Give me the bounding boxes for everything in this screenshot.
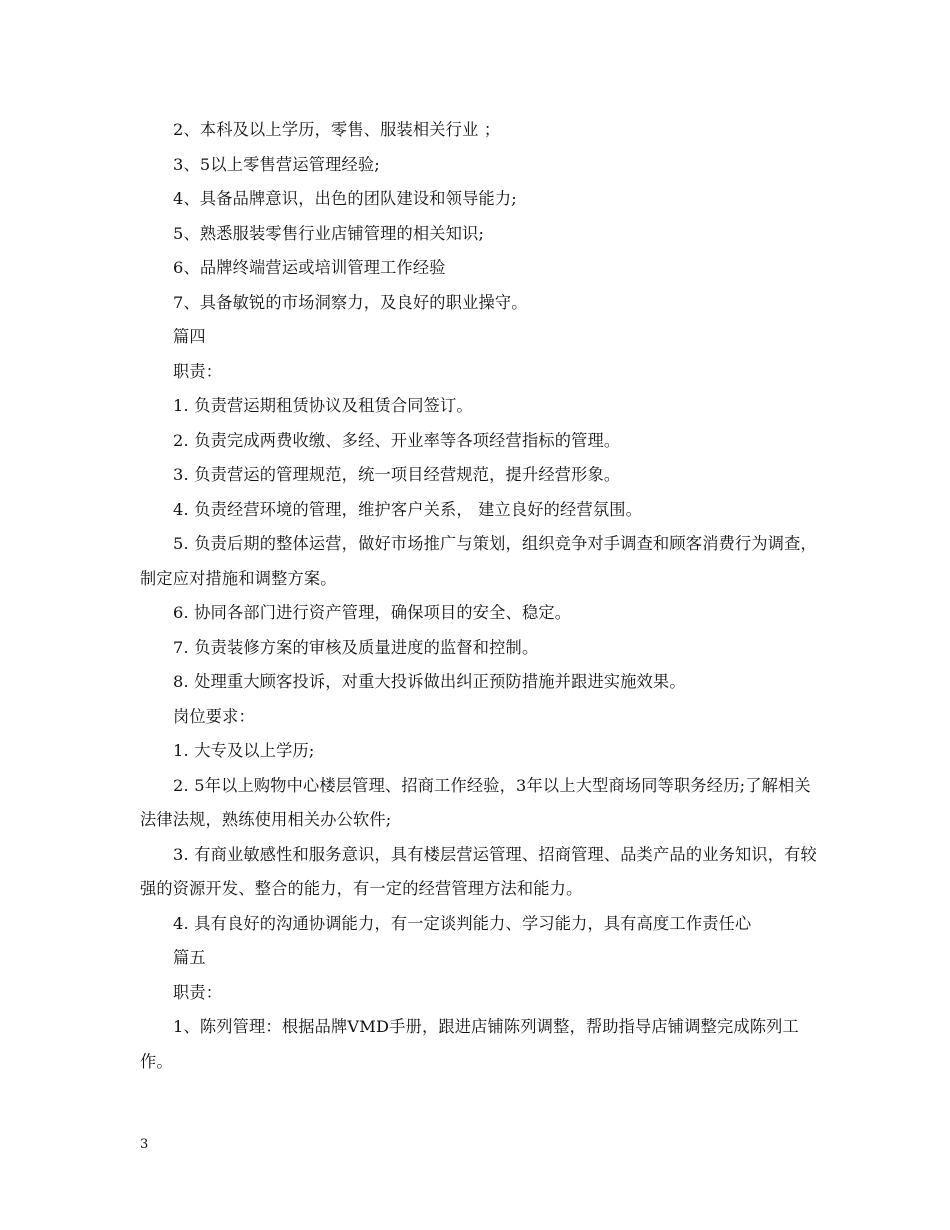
subheading: 职责： — [173, 361, 223, 381]
paragraph: 2. 负责完成两费收缴、多经、开业率等各项经营指标的管理。 — [173, 430, 621, 450]
paragraph: 2. 5年以上购物中心楼层管理、招商工作经验，3年以上大型商场同等职务经历;了解相关法律法规，熟练使用相关办公软件; — [140, 775, 811, 829]
paragraph: 1、陈列管理：根据品牌VMD手册，跟进店铺陈列调整，帮助指导店铺调整完成陈列工作。 — [140, 1017, 799, 1071]
paragraph: 4. 具有良好的沟通协调能力，有一定谈判能力、学习能力，具有高度工作责任心 — [173, 913, 752, 933]
paragraph: 6. 协同各部门进行资产管理，确保项目的安全、稳定。 — [173, 603, 572, 622]
paragraph: 2、本科及以上学历，零售、服装相关行业 ； — [173, 120, 501, 139]
paragraph: 3. 负责营运的管理规范，统一项目经营规范，提升经营形象。 — [173, 465, 621, 484]
paragraph: 1. 大专及以上学历; — [173, 741, 315, 760]
paragraph: 5. 负责后期的整体运营，做好市场推广与策划，组织竞争对手调查和顾客消费行为调查，制定应对措施和调整方案。 — [140, 534, 817, 588]
paragraph: 7、具备敏锐的市场洞察力，及良好的职业操守。 — [173, 292, 528, 312]
section-heading: 篇五 — [173, 948, 206, 967]
paragraph: 3. 有商业敏感性和服务意识，具有楼层营运管理、招商管理、品类产品的业务知识，有较强的资源开发、整合的能力，有一定的经营管理方法和能力。 — [140, 844, 817, 898]
paragraph: 4. 负责经营环境的管理，维护客户关系， 建立良好的经营氛围。 — [173, 499, 642, 519]
paragraph: 5、熟悉服装零售行业店铺管理的相关知识; — [173, 223, 485, 243]
paragraph: 4、具备品牌意识，出色的团队建设和领导能力; — [173, 189, 517, 208]
section-heading: 篇四 — [173, 327, 206, 346]
document-body — [140, 113, 820, 1079]
paragraph: 6、品牌终端营运或培训管理工作经验 — [173, 258, 446, 277]
paragraph: 3、5以上零售营运管理经验; — [173, 154, 380, 174]
subheading: 岗位要求： — [173, 706, 255, 726]
paragraph: 7. 负责装修方案的审核及质量进度的监督和控制。 — [173, 637, 539, 657]
paragraph: 8. 处理重大顾客投诉，对重大投诉做出纠正预防措施并跟进实施效果。 — [173, 672, 686, 691]
subheading: 职责： — [173, 982, 223, 1002]
page-number: 3 — [140, 1137, 149, 1152]
paragraph: 1. 负责营运期租赁协议及租赁合同签订。 — [173, 396, 473, 415]
